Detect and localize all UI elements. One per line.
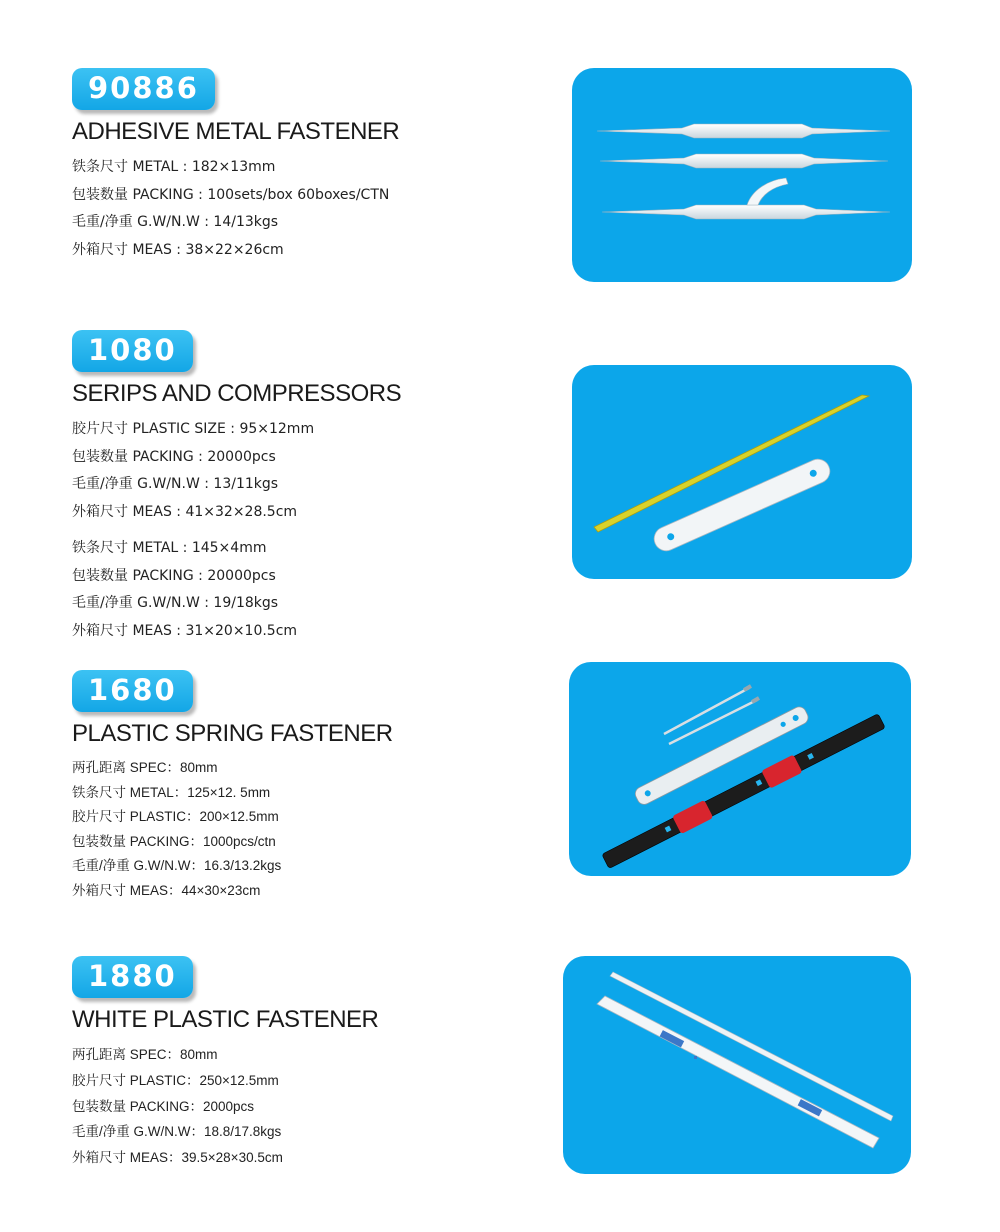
product-code-badge: 90886 bbox=[72, 68, 215, 110]
white-plastic-fastener-photo bbox=[563, 956, 911, 1174]
spec-plastic: 胶片尺寸 PLASTIC：200×12.5mm bbox=[72, 809, 279, 825]
spec-plastic: 胶片尺寸 PLASTIC：250×12.5mm bbox=[72, 1072, 279, 1088]
spec-meas: 外箱尺寸 MEAS：44×30×23cm bbox=[72, 882, 261, 898]
product-code-badge: 1080 bbox=[72, 330, 193, 372]
spec-list bbox=[72, 1042, 532, 1171]
product-title: ADHESIVE METAL FASTENER bbox=[72, 118, 400, 145]
product-title: SERIPS AND COMPRESSORS bbox=[72, 380, 402, 407]
product-code-badge: 1680 bbox=[72, 670, 193, 712]
spec-weight: 毛重/净重 G.W/N.W : 19/18kgs bbox=[72, 595, 279, 612]
spec-metal: 铁条尺寸 METAL : 182×13mm bbox=[72, 159, 276, 175]
spec-metal: 铁条尺寸 METAL : 145×4mm bbox=[72, 539, 267, 556]
product-title: WHITE PLASTIC FASTENER bbox=[72, 1006, 379, 1033]
plastic-spring-fastener-photo bbox=[569, 662, 911, 876]
spec-packing: 包装数量 PACKING：2000pcs bbox=[72, 1098, 255, 1114]
product-title: PLASTIC SPRING FASTENER bbox=[72, 720, 393, 747]
spec-meas: 外箱尺寸 MEAS : 38×22×26cm bbox=[72, 242, 284, 259]
spec-packing: 包装数量 PACKING : 20000pcs bbox=[72, 448, 276, 465]
spec-list bbox=[72, 154, 532, 265]
spec-metal: 铁条尺寸 METAL：125×12. 5mm bbox=[72, 784, 271, 800]
spec-weight: 毛重/净重 G.W/N.W : 13/11kgs bbox=[72, 476, 279, 493]
spec-list-metal bbox=[72, 535, 532, 646]
spec-plastic-size: 胶片尺寸 PLASTIC SIZE : 95×12mm bbox=[72, 421, 315, 437]
adhesive-metal-fastener-photo bbox=[572, 68, 912, 282]
spec-hole-distance: 两孔距离 SPEC：80mm bbox=[72, 1047, 218, 1062]
product-section-1680 bbox=[72, 670, 532, 904]
spec-weight: 毛重/净重 G.W/N.W：18.8/17.8kgs bbox=[72, 1124, 282, 1140]
spec-packing: 包装数量 PACKING：1000pcs/ctn bbox=[72, 833, 276, 849]
spec-packing: 包装数量 PACKING : 20000pcs bbox=[72, 567, 276, 584]
spec-weight: 毛重/净重 G.W/N.W : 14/13kgs bbox=[72, 214, 279, 231]
product-section-1080 bbox=[72, 330, 532, 646]
spec-meas: 外箱尺寸 MEAS：39.5×28×30.5cm bbox=[72, 1150, 283, 1166]
product-code-badge: 1880 bbox=[72, 956, 193, 998]
spec-list bbox=[72, 416, 532, 527]
spec-packing: 包装数量 PACKING : 100sets/box 60boxes/CTN bbox=[72, 186, 390, 203]
strips-and-compressors-photo bbox=[572, 365, 912, 579]
spec-meas: 外箱尺寸 MEAS : 41×32×28.5cm bbox=[72, 504, 298, 521]
spec-meas: 外箱尺寸 MEAS : 31×20×10.5cm bbox=[72, 622, 298, 639]
spec-list bbox=[72, 756, 532, 904]
product-section-1880 bbox=[72, 956, 532, 1171]
spec-weight: 毛重/净重 G.W/N.W：16.3/13.2kgs bbox=[72, 858, 282, 874]
spec-hole-distance: 两孔距离 SPEC：80mm bbox=[72, 760, 218, 775]
product-section-90886 bbox=[72, 68, 532, 265]
